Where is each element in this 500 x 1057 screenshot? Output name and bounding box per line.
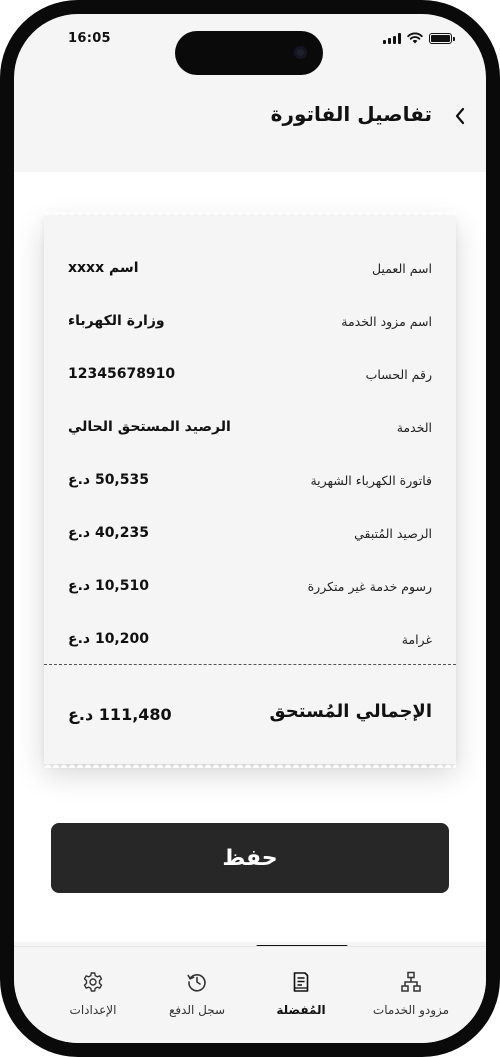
receipt-edge-bottom xyxy=(44,760,456,768)
nav-label: الإعدادات xyxy=(69,1003,117,1017)
row-label: اسم مزود الخدمة xyxy=(341,314,432,329)
row-value: 40,235 د.ع xyxy=(68,525,149,541)
signal-icon xyxy=(383,33,401,44)
dashed-divider xyxy=(44,664,456,665)
row-value: وزارة الكهرباء xyxy=(68,313,165,329)
invoice-row-provider-name xyxy=(44,310,456,340)
invoice-row-service-fee xyxy=(44,575,456,605)
row-label: رقم الحساب xyxy=(365,367,432,382)
row-label: الخدمة xyxy=(396,420,432,435)
nav-item-settings[interactable] xyxy=(38,971,148,1031)
total-value: 111,480 د.ع xyxy=(68,705,172,724)
row-label: غرامة xyxy=(401,632,432,647)
dynamic-island xyxy=(175,31,323,75)
row-value: اسم xxxx xyxy=(68,260,139,276)
nav-label: سجل الدفع xyxy=(168,1003,226,1017)
receipt-edge-top xyxy=(44,212,456,220)
row-value: 12345678910 xyxy=(68,366,176,382)
nav-item-payment-history[interactable] xyxy=(142,971,252,1031)
battery-icon xyxy=(429,33,452,44)
nav-label: المُفضلة xyxy=(276,1003,326,1017)
nav-item-favorites[interactable] xyxy=(246,971,356,1031)
row-value: 10,200 د.ع xyxy=(68,631,149,647)
invoice-row-penalty xyxy=(44,628,456,658)
document-icon xyxy=(290,971,312,993)
save-button[interactable]: حفظ xyxy=(51,823,449,893)
invoice-row-remaining-balance xyxy=(44,522,456,552)
row-label: فاتورة الكهرباء الشهرية xyxy=(310,473,432,488)
status-icons xyxy=(383,32,452,44)
gear-icon xyxy=(82,971,104,993)
row-value: 50,535 د.ع xyxy=(68,472,149,488)
back-button[interactable] xyxy=(448,104,472,128)
bottom-nav xyxy=(14,946,486,1043)
chevron-left-icon xyxy=(453,106,467,126)
page-title: تفاصيل الفاتورة xyxy=(270,102,432,126)
nav-item-service-providers[interactable] xyxy=(356,971,466,1031)
row-label: الرصيد المُتبقي xyxy=(354,526,432,541)
screen xyxy=(14,14,486,1043)
nav-label: مزودو الخدمات xyxy=(372,1003,450,1017)
invoice-row-customer-name xyxy=(44,257,456,287)
invoice-receipt xyxy=(44,216,456,764)
status-time: 16:05 xyxy=(68,31,111,46)
row-label: اسم العميل xyxy=(371,261,432,276)
invoice-row-account-number xyxy=(44,363,456,393)
total-label: الإجمالي المُستحق xyxy=(269,701,432,722)
history-icon xyxy=(186,971,208,993)
invoice-row-monthly-bill xyxy=(44,469,456,499)
wifi-icon xyxy=(407,32,423,44)
row-value: 10,510 د.ع xyxy=(68,578,149,594)
sitemap-icon xyxy=(400,971,422,993)
row-value: الرصيد المستحق الحالي xyxy=(68,419,231,435)
row-label: رسوم خدمة غير متكررة xyxy=(307,579,432,594)
invoice-row-service xyxy=(44,416,456,446)
camera-icon xyxy=(294,46,307,59)
